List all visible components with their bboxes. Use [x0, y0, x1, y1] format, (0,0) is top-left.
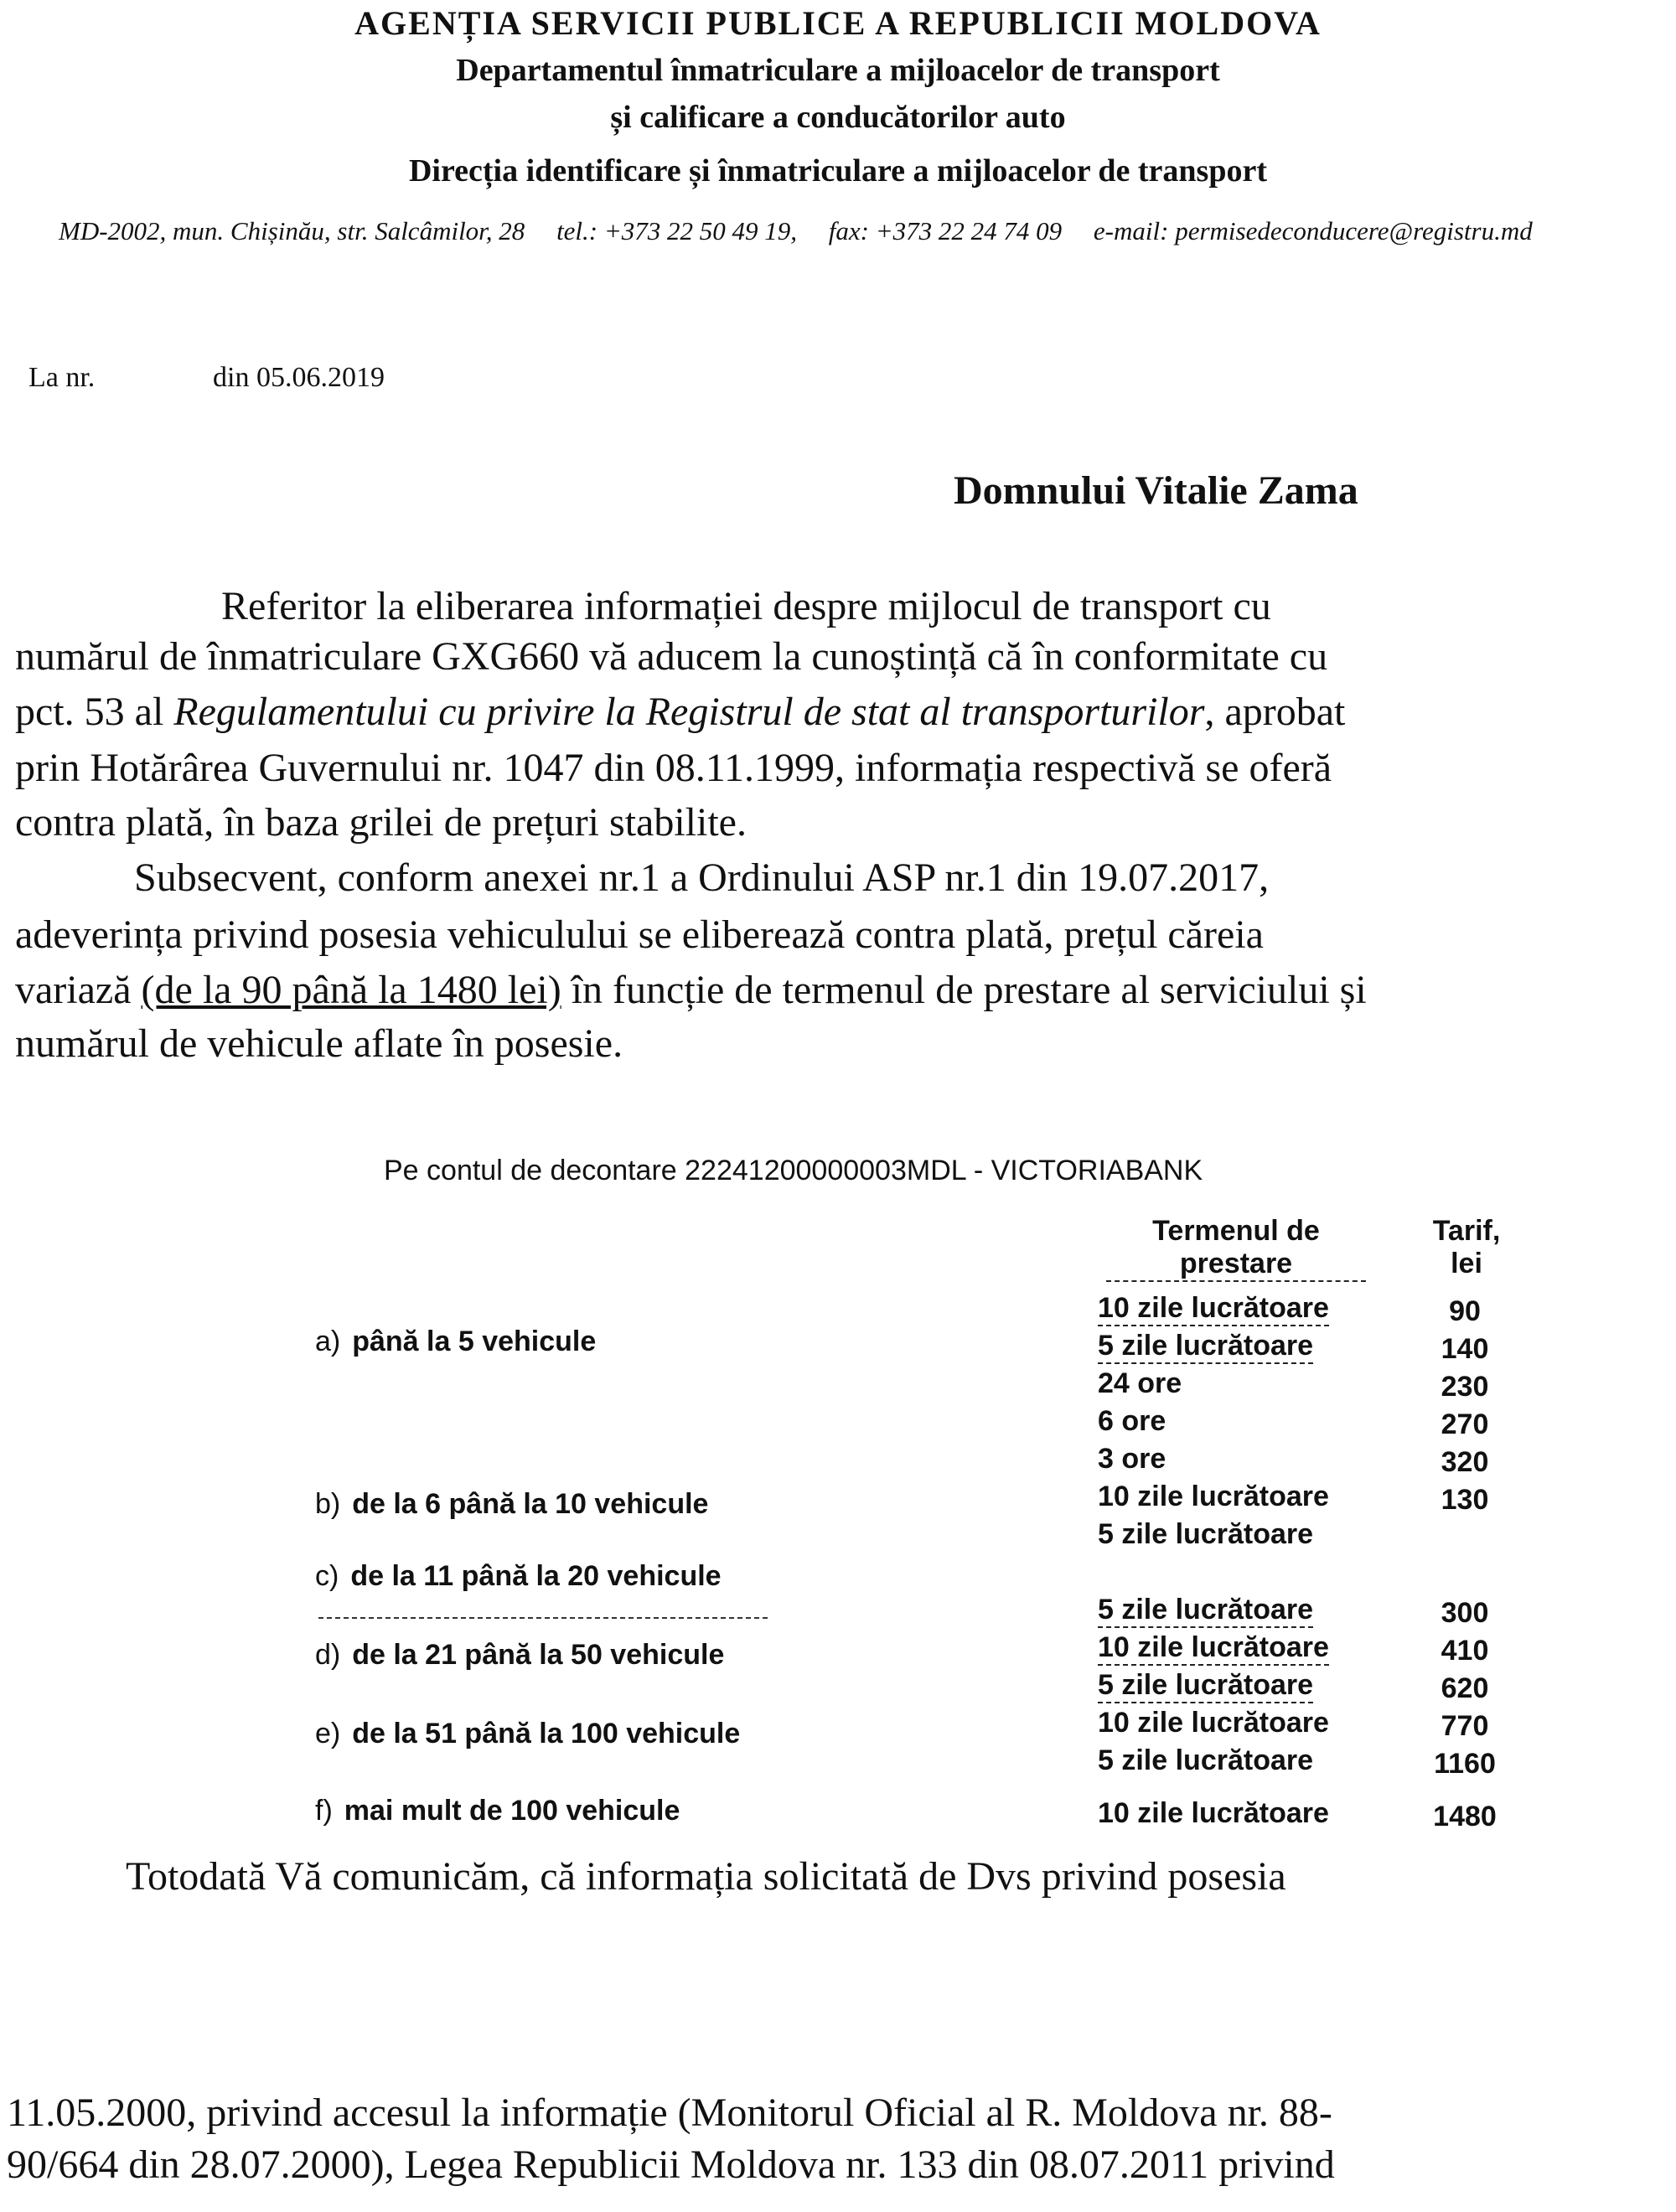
table-row-price: 620	[1441, 1672, 1489, 1704]
table-row-price: 140	[1441, 1333, 1489, 1365]
table-row-price: 90	[1449, 1295, 1481, 1327]
paragraph-1-line-3: pct. 53 al Regulamentului cu privire la Registrul de stat al transporturilor, aprobat	[15, 690, 1346, 734]
directorate-name: Direcția identificare și înmatriculare a mijloacelor de transport	[408, 153, 1267, 189]
paragraph-1-line-5: contra plată, în baza grilei de prețuri stabilite.	[15, 800, 747, 845]
table-row-term: 5 zile lucrătoare	[1098, 1594, 1313, 1628]
category-b: b) de la 6 până la 10 vehicule	[315, 1488, 709, 1520]
table-row-term: 5 zile lucrătoare	[1098, 1669, 1313, 1703]
column-header-term: Termenul de prestare	[1098, 1215, 1374, 1282]
reference-number-label: La nr.	[28, 362, 96, 393]
paragraph-2-line-2: adeverința privind posesia vehiculului se eliberează contra plată, prețul căreia	[15, 912, 1264, 957]
paragraph-3-line-1: Totodată Vă comunicăm, că informația solicitată de Dvs privind posesia	[126, 1854, 1286, 1899]
category-c: c) de la 11 până la 20 vehicule	[315, 1560, 722, 1592]
table-row-price: 270	[1441, 1408, 1489, 1440]
table-row-term: 3 ore	[1098, 1443, 1166, 1475]
paragraph-4-line-1: 11.05.2000, privind accesul la informație (Monitorul Oficial al R. Moldova nr. 88-	[7, 2091, 1332, 2135]
price-range: (de la 90 până la 1480 lei)	[141, 968, 561, 1012]
regulation-title: Regulamentului cu privire la Registrul de stat al transporturilor	[173, 690, 1205, 734]
phone: tel.: +373 22 50 49 19,	[556, 216, 798, 245]
paragraph-1-line-2: numărul de înmatriculare GXG660 vă aducem la cunoștință că în conformitate cu	[15, 634, 1328, 679]
column-header-tariff: Tarif, lei	[1432, 1215, 1501, 1279]
table-row-term: 10 zile lucrătoare	[1098, 1631, 1329, 1666]
agency-name: AGENȚIA SERVICII PUBLICE A REPUBLICII MOLDOVA	[354, 4, 1322, 42]
table-row-term: 10 zile lucrătoare	[1098, 1292, 1329, 1326]
paragraph-2-line-1: Subsecvent, conform anexei nr.1 a Ordinului ASP nr.1 din 19.07.2017,	[134, 855, 1270, 900]
table-row-term: 10 zile lucrătoare	[1098, 1797, 1329, 1829]
paragraph-1-line-4: prin Hotărârea Guvernului nr. 1047 din 08.11.1999, informația respectivă se oferă	[15, 746, 1332, 790]
bank-account: Pe contul de decontare 22241200000003MDL - VICTORIABANK	[384, 1155, 1203, 1186]
email: e-mail: permisedeconducere@registru.md	[1093, 216, 1533, 245]
paragraph-1-line-1: Referitor la eliberarea informației despre mijlocul de transport cu	[221, 584, 1271, 628]
table-row-term: 10 zile lucrătoare	[1098, 1707, 1329, 1739]
category-a: a) până la 5 vehicule	[315, 1326, 597, 1357]
table-row-price: 320	[1441, 1446, 1489, 1478]
table-row-term: 5 zile lucrătoare	[1098, 1518, 1314, 1550]
table-row-term: 24 ore	[1098, 1367, 1182, 1399]
fax: fax: +373 22 24 74 09	[828, 216, 1063, 245]
department-line-1: Departamentul înmatriculare a mijloacelor de transport	[456, 53, 1220, 88]
table-row-price: 300	[1441, 1597, 1489, 1629]
table-row-term: 10 zile lucrătoare	[1098, 1481, 1329, 1512]
paragraph-2-line-3: variază (de la 90 până la 1480 lei) în funcție de termenul de prestare al serviciului și	[15, 968, 1367, 1012]
contact-line	[59, 216, 1558, 246]
category-e: e) de la 51 până la 100 vehicule	[315, 1718, 741, 1749]
table-row-price: 130	[1441, 1484, 1489, 1516]
paragraph-4-line-2: 90/664 din 28.07.2000), Legea Republicii Moldova nr. 133 din 08.07.2011 privind	[7, 2142, 1335, 2187]
reference-date: din 05.06.2019	[213, 362, 385, 393]
table-row-price: 230	[1441, 1371, 1489, 1403]
table-row-term: 6 ore	[1098, 1405, 1166, 1437]
category-f: f) mai mult de 100 vehicule	[315, 1795, 680, 1827]
category-d: d) de la 21 până la 50 vehicule	[315, 1639, 725, 1671]
table-row-term: 5 zile lucrătoare	[1098, 1744, 1314, 1776]
table-row-price: 770	[1441, 1710, 1489, 1742]
department-line-2: și calificare a conducătorilor auto	[610, 100, 1066, 135]
paragraph-2-line-4: numărul de vehicule aflate în posesie.	[15, 1021, 623, 1066]
table-row-price: 1160	[1434, 1748, 1496, 1780]
table-row-price: 410	[1441, 1635, 1489, 1667]
table-row-term: 5 zile lucrătoare	[1098, 1330, 1313, 1364]
category-divider	[318, 1617, 768, 1619]
address: MD-2002, mun. Chișinău, str. Salcâmilor, 28	[59, 216, 525, 245]
table-row-price: 1480	[1433, 1801, 1497, 1832]
recipient: Domnului Vitalie Zama	[954, 468, 1358, 513]
